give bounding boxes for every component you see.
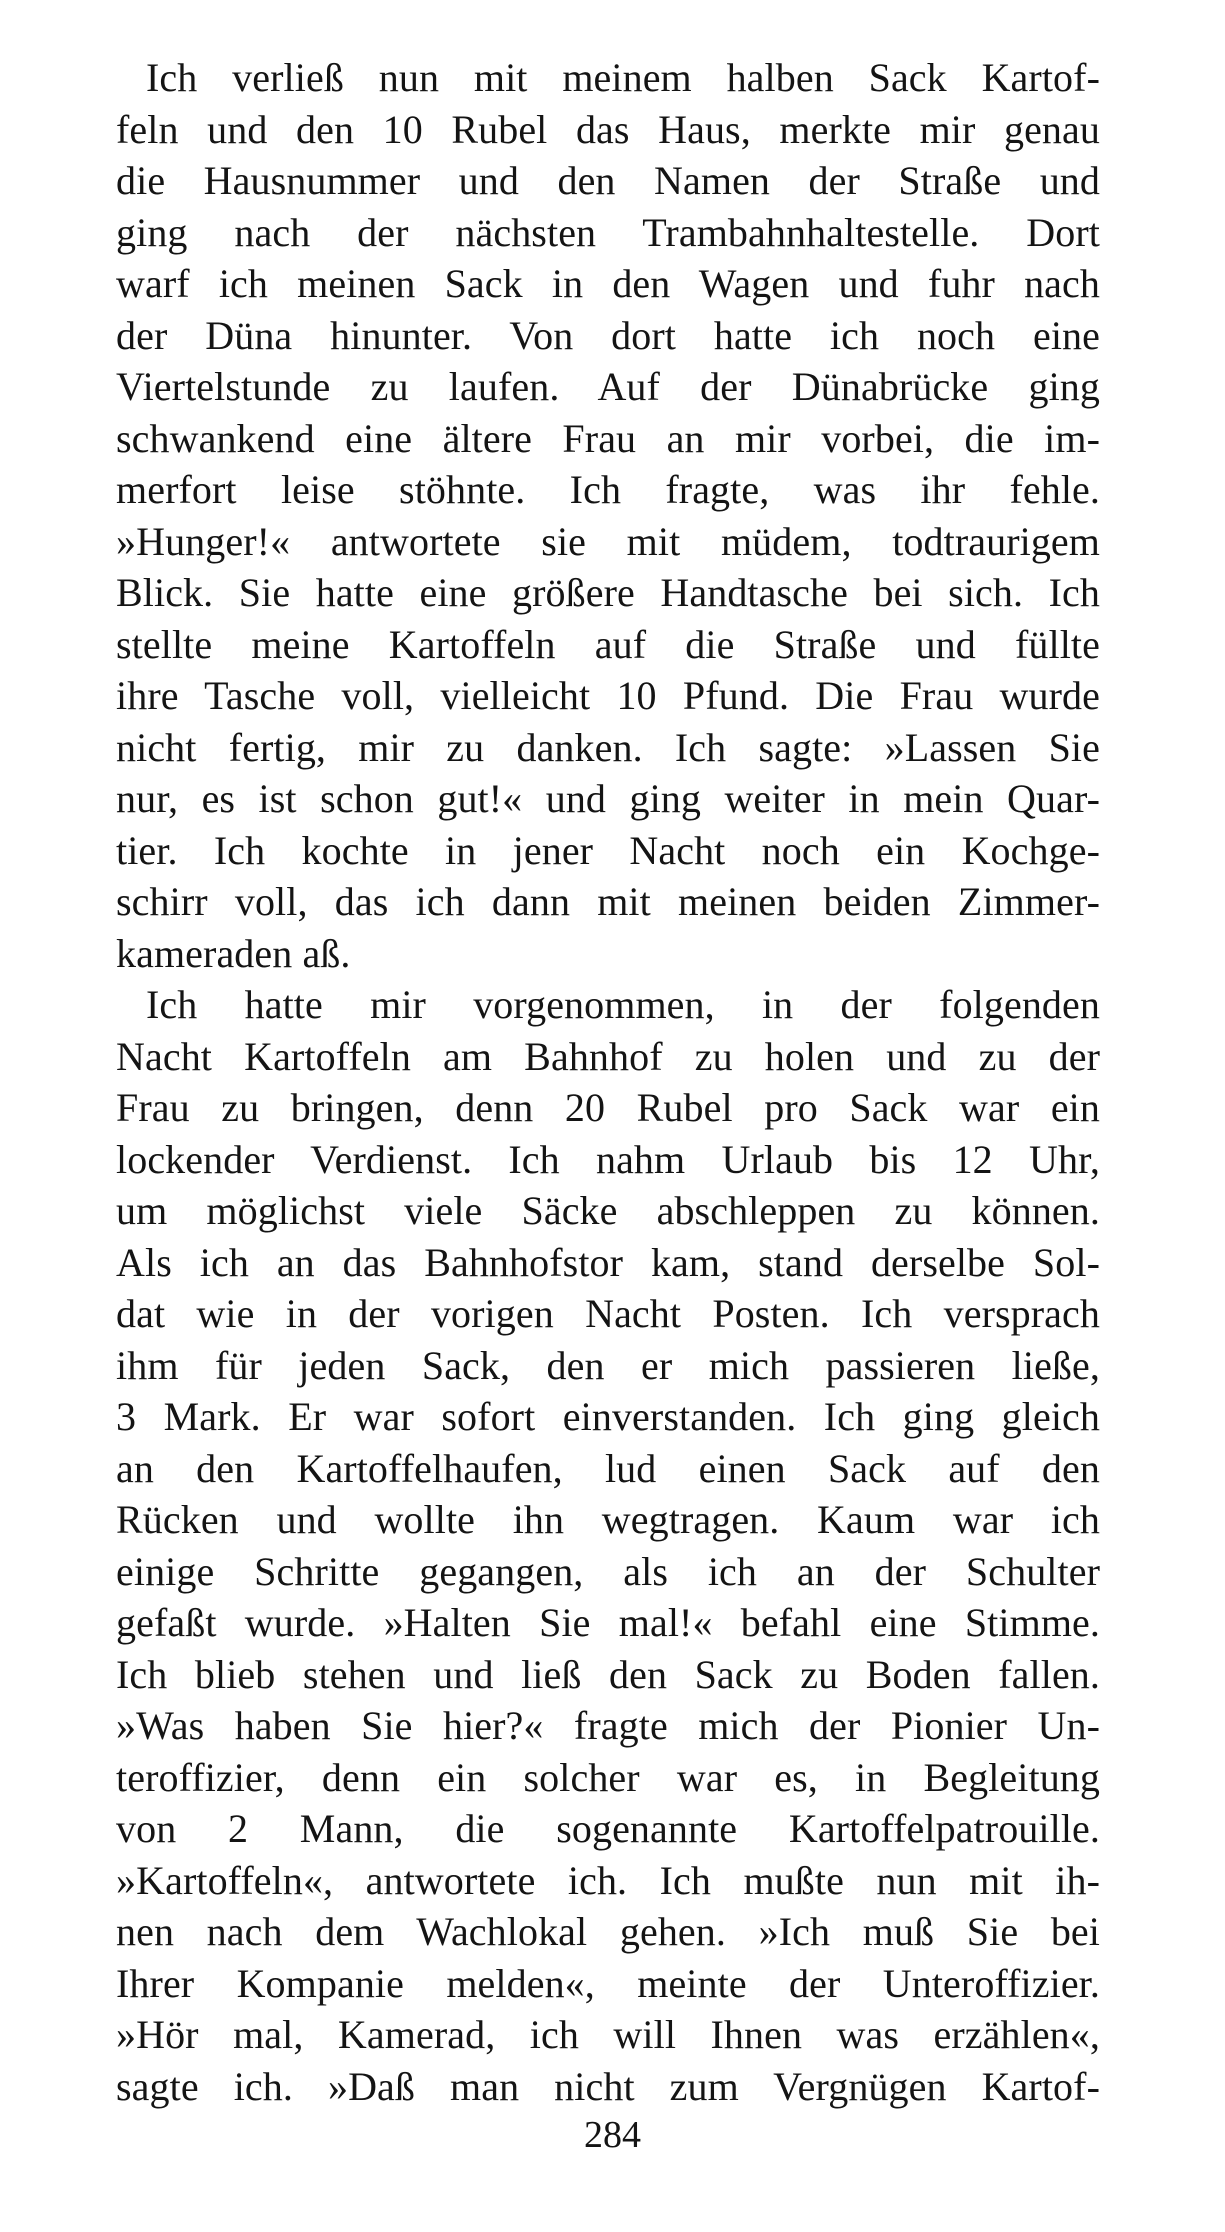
body-text: [116, 52, 1100, 2112]
text-line: der Düna hinunter. Von dort hatte ich noch eine: [116, 312, 1100, 358]
text-line: »Kartoffeln«, antwortete ich. Ich mußte nun mit ih-: [116, 1857, 1100, 1903]
text-line: merfort leise stöhnte. Ich fragte, was ihr fehle.: [116, 467, 1100, 512]
text-line: Ich hatte mir vorgenommen, in der folgenden: [146, 982, 1100, 1027]
text-line: Nacht Kartoffeln am Bahnhof zu holen und zu der: [116, 1033, 1100, 1079]
text-line: Viertelstunde zu laufen. Auf der Dünabrücke ging: [116, 364, 1100, 409]
text-line: die Hausnummer und den Namen der Straße und: [116, 158, 1100, 203]
text-line: »Hunger!« antwortete sie mit müdem, todtraurigem: [116, 518, 1100, 564]
text-line: schwankend eine ältere Frau an mir vorbei, die im-: [116, 415, 1100, 461]
text-line: ging nach der nächsten Trambahnhaltestelle. Dort: [116, 209, 1100, 255]
text-line: 3 Mark. Er war sofort einverstanden. Ich ging gleich: [116, 1394, 1100, 1439]
text-line: nicht fertig, mir zu danken. Ich sagte: »Lassen Sie: [116, 724, 1100, 770]
text-line: »Was haben Sie hier?« fragte mich der Pionier Un-: [116, 1703, 1100, 1748]
text-line: Rücken und wollte ihn wegtragen. Kaum war ich: [116, 1497, 1100, 1542]
text-line: warf ich meinen Sack in den Wagen und fuhr nach: [116, 261, 1100, 306]
page-number: 284: [584, 2114, 641, 2156]
text-line: einige Schritte gegangen, als ich an der Schulter: [116, 1548, 1100, 1594]
text-line: kameraden aß.: [116, 930, 351, 976]
text-line: Ich blieb stehen und ließ den Sack zu Boden fallen.: [116, 1651, 1100, 1697]
text-line: von 2 Mann, die sogenannte Kartoffelpatrouille.: [116, 1806, 1100, 1851]
text-line: an den Kartoffelhaufen, lud einen Sack auf den: [116, 1445, 1100, 1491]
text-line: stellte meine Kartoffeln auf die Straße und füllte: [116, 621, 1100, 667]
text-line: teroffizier, denn ein solcher war es, in Begleitung: [116, 1754, 1100, 1800]
text-line: Als ich an das Bahnhofstor kam, stand derselbe Sol-: [116, 1239, 1100, 1285]
text-line: schirr voll, das ich dann mit meinen beiden Zimmer-: [116, 879, 1100, 924]
text-line: ihm für jeden Sack, den er mich passieren ließe,: [116, 1342, 1100, 1388]
text-line: feln und den 10 Rubel das Haus, merkte mir genau: [116, 106, 1100, 152]
text-line: Ich verließ nun mit meinem halben Sack Kartof-: [146, 55, 1100, 100]
text-line: gefaßt wurde. »Halten Sie mal!« befahl eine Stimme.: [116, 1600, 1100, 1645]
text-line: dat wie in der vorigen Nacht Posten. Ich versprach: [116, 1291, 1100, 1336]
text-line: Blick. Sie hatte eine größere Handtasche bei sich. Ich: [116, 570, 1100, 615]
text-line: nur, es ist schon gut!« und ging weiter in mein Quar-: [116, 776, 1100, 821]
text-line: »Hör mal, Kamerad, ich will Ihnen was erzählen«,: [116, 2012, 1100, 2057]
text-line: ihre Tasche voll, vielleicht 10 Pfund. Die Frau wurde: [116, 673, 1100, 718]
text-line: nen nach dem Wachlokal gehen. »Ich muß Sie bei: [116, 1909, 1100, 1954]
text-line: Ihrer Kompanie melden«, meinte der Unteroffizier.: [116, 1960, 1100, 2006]
text-line: tier. Ich kochte in jener Nacht noch ein Kochge-: [116, 827, 1100, 873]
text-line: sagte ich. »Daß man nicht zum Vergnügen Kartof-: [116, 2063, 1100, 2109]
text-line: um möglichst viele Säcke abschleppen zu können.: [116, 1188, 1100, 1233]
text-line: lockender Verdienst. Ich nahm Urlaub bis 12 Uhr,: [116, 1136, 1100, 1182]
text-line: Frau zu bringen, denn 20 Rubel pro Sack war ein: [116, 1085, 1100, 1130]
